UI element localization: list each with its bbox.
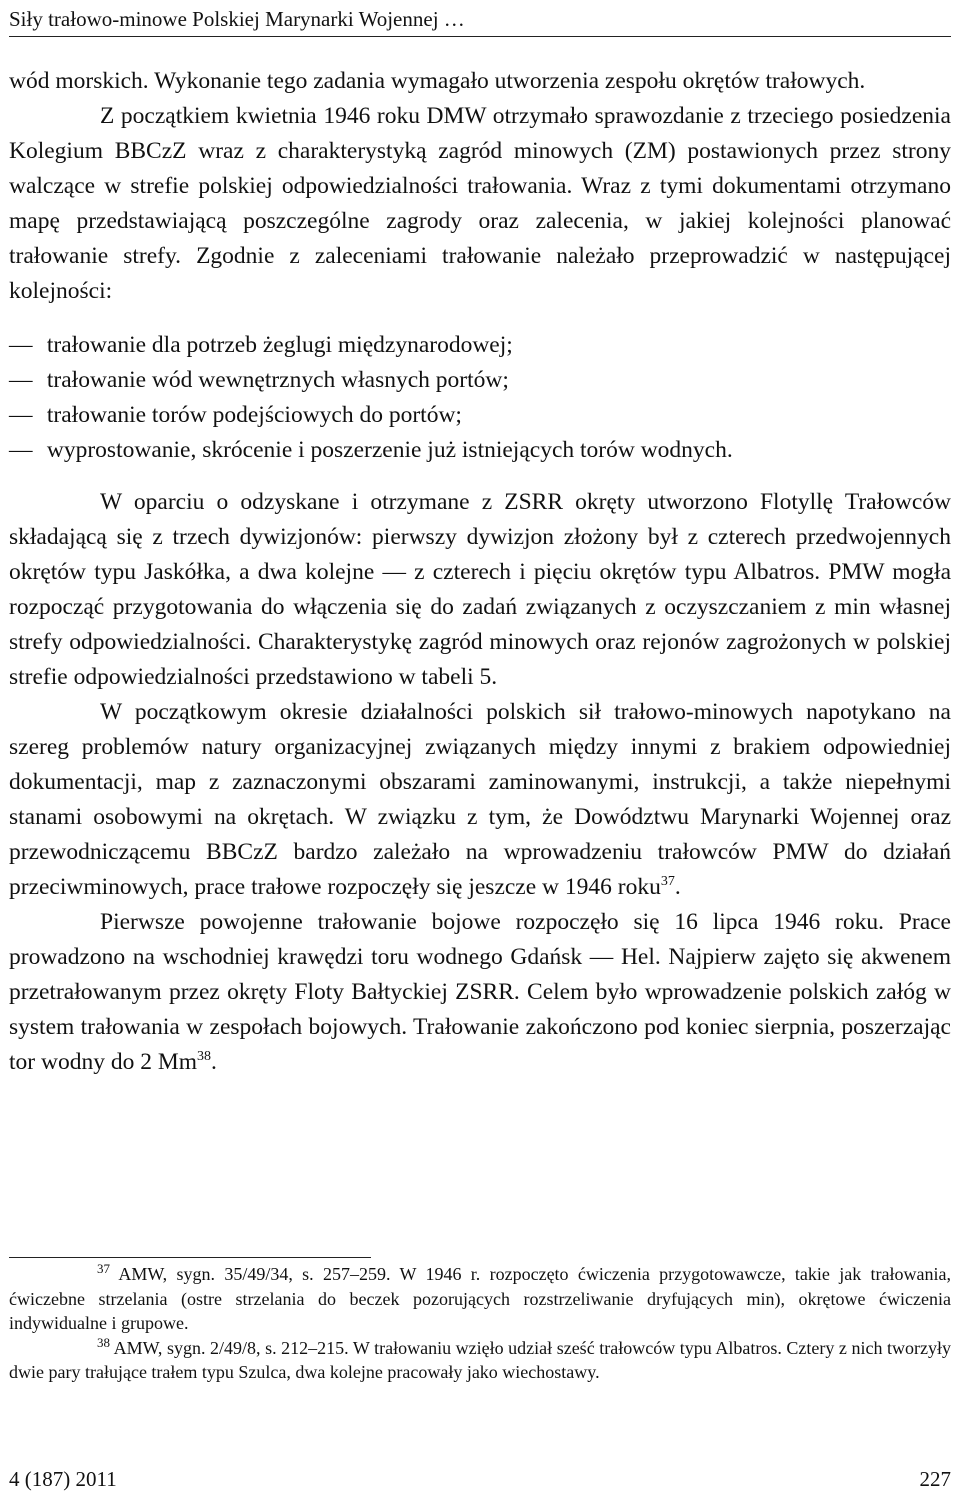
footnote-ref-37[interactable]: 37 <box>660 874 675 890</box>
footnote-38: $^{38}$ AMW, sygn. 2/49/8, s. 212–215. W trałowaniu wzięło udział sześć trałowców typu Albatros. Cztery z nich tworzyły dwie pary trałujące trałem typu Szulca, dwa kolejne pracowały jako wiechostawy. <box>9 1334 951 1382</box>
list-item: — wyprostowanie, skrócenie i poszerzenie już istniejących torów wodnych. <box>9 433 951 468</box>
footnote-separator <box>9 1257 371 1258</box>
main-text <box>9 64 951 1080</box>
paragraph-2: Z początkiem kwietnia 1946 roku DMW otrzymało sprawozdanie z trzeciego posiedzenia Kolegium BBCzZ wraz z charakterystyką zagród minowych (ZM) postawionych przez strony walczące w strefie polskiej odpowiedzialności trałowania. Wraz z tymi dokumentami otrzymano mapę przedstawiającą poszczególne zagrody oraz zalecenia, w jakiej kolejności planować trałowanie strefy. Zgodnie z zaleceniami trałowanie należało przeprowadzić w następującej kolejności: <box>9 103 951 304</box>
list-item: — trałowanie dla potrzeb żeglugi międzynarodowej; <box>9 328 951 363</box>
footnote-ref-38[interactable]: 38 <box>197 1049 211 1065</box>
footnote-37: $^{37}$ AMW, sygn. 35/49/34, s. 257–259. W 1946 r. rozpoczęto ćwiczenia przygotowawcze, takie jak trałowania, ćwiczebne strzelania (ostre strzelania do beczek pozorujących rozstrzeliwanie dryfujących min), okrętowe ćwiczenia indywidualne i grupowe. <box>9 1261 951 1333</box>
sweeping-order-list <box>9 328 951 468</box>
list-item: — trałowanie torów podejściowych do portów; <box>9 398 951 433</box>
footnote-number: 38 <box>97 1334 110 1350</box>
paragraph-1: wód morskich. Wykonanie tego zadania wymagało utworzenia zespołu okrętów trałowych. <box>9 68 866 94</box>
paragraph-3: W oparciu o odzyskane i otrzymane z ZSRR okręty utworzono Flotyllę Trałowców składającą się z trzech dywizjonów: pierwszy dywizjon złożony był z czterech przedwojennych okrętów typu Jaskółka, a dwa kolejne — z czterech i pięciu okrętów typu Albatros. PMW mogła rozpocząć przygotowania do włączenia się do zadań związanych z oczyszczaniem z min własnej strefy odpowiedzialności. Charakterystykę zagród minowych oraz rejonów zagrożonych w polskiej strefie odpowiedzialności przedstawiono w tabeli 5. <box>9 489 951 690</box>
footnotes <box>9 1262 951 1385</box>
running-header <box>9 2 951 37</box>
paragraph-5: Pierwsze powojenne trałowanie bojowe rozpoczęło się 16 lipca 1946 roku. Prace prowadzono na wschodniej krawędzi toru wodnego Gdańsk — Hel. Najpierw zajęto się akwenem przetrałowanym przez okręty Floty Bałtyckiej ZSRR. Celem było wprowadzenie polskich załóg w system trałowania w zespołach bojowych. Trałowanie zakończono pod koniec sierpnia, poszerzając tor wodny do 2 Mm$^{38}$. <box>9 909 951 1075</box>
list-item: — trałowanie wód wewnętrznych własnych portów; <box>9 363 951 398</box>
paragraph-4: W początkowym okresie działalności polskich sił trałowo-minowych napotykano na szereg problemów natury organizacyjnej związanych między innymi z brakiem odpowiedniej dokumentacji, map z zaznaczonymi obszarami zaminowanymi, instrukcji, a także niepełnymi stanami osobowymi na okrętach. W związku z tym, że Dowództwu Marynarki Wojennej oraz przewodniczącemu BBCzZ bardzo zależało na wprowadzeniu trałowców PMW do działań przeciwminowych, prace trałowe rozpoczęły się jeszcze w 1946 roku$^{37}$. <box>9 699 951 900</box>
issue-label: 4 (187) 2011 <box>9 1467 117 1491</box>
list-dash: — <box>9 437 33 463</box>
page-number: 227 <box>919 1467 951 1491</box>
list-dash: — <box>9 402 33 428</box>
running-header-title: Siły trałowo-minowe Polskiej Marynarki Wojennej … <box>9 7 465 31</box>
footnote-number: 37 <box>97 1261 110 1276</box>
list-dash: — <box>9 332 33 358</box>
list-dash: — <box>9 367 33 393</box>
